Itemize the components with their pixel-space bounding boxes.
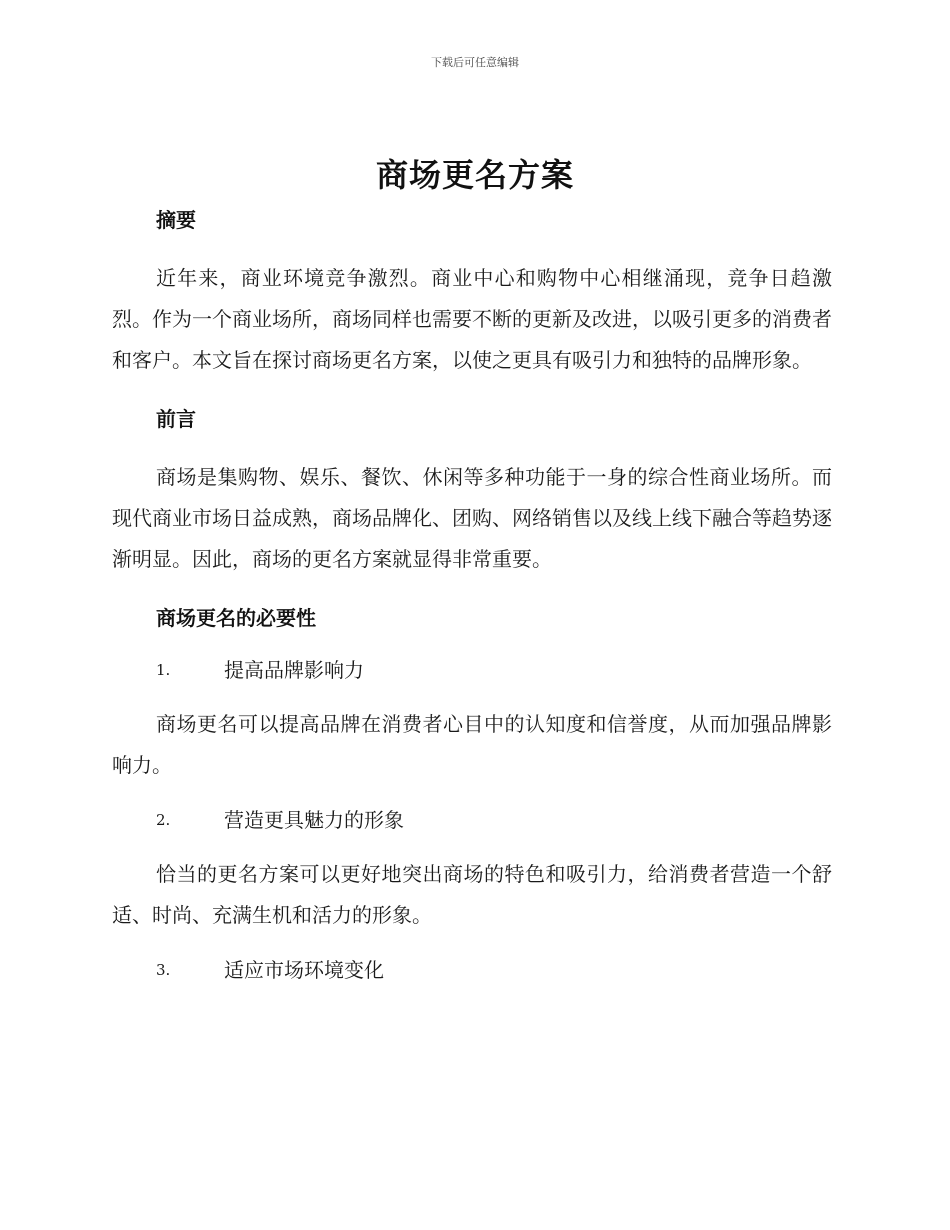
abstract-paragraph: 近年来，商业环境竞争激烈。商业中心和购物中心相继涌现，竞争日趋激烈。作为一个商业场所，商场同样也需要不断的更新及改进，以吸引更多的消费者和客户。本文旨在探讨商场更名方案，以使之更具有吸引力和独特的品牌形象。 <box>112 266 832 372</box>
preface-paragraph: 商场是集购物、娱乐、餐饮、休闲等多种功能于一身的综合性商业场所。而现代商业市场日益成熟，商场品牌化、团购、网络销售以及线上线下融合等趋势逐渐明显。因此，商场的更名方案就显得非常重要。 <box>112 465 832 571</box>
list-item-title: 提高品牌影响力 <box>224 658 364 682</box>
list-item-3 <box>112 952 832 988</box>
list-number: 2. <box>156 811 171 829</box>
list-number: 1. <box>156 661 171 679</box>
document-body <box>112 202 832 988</box>
list-number: 3. <box>156 961 171 979</box>
list-item-1 <box>112 652 832 688</box>
list-item-title: 适应市场环境变化 <box>224 958 384 982</box>
necessity-heading: 商场更名的必要性 <box>156 606 316 630</box>
abstract-heading: 摘要 <box>156 208 196 232</box>
preface-heading: 前言 <box>156 407 196 431</box>
document-title: 商场更名方案 <box>375 156 574 194</box>
list-item-paragraph: 商场更名可以提高品牌在消费者心目中的认知度和信誉度，从而加强品牌影响力。 <box>112 712 832 777</box>
list-item-2 <box>112 802 832 838</box>
list-item-paragraph: 恰当的更名方案可以更好地突出商场的特色和吸引力，给消费者营造一个舒适、时尚、充满生机和活力的形象。 <box>112 862 832 927</box>
page-header: 下载后可任意编辑 <box>431 56 519 69</box>
list-item-title: 营造更具魅力的形象 <box>224 808 404 832</box>
